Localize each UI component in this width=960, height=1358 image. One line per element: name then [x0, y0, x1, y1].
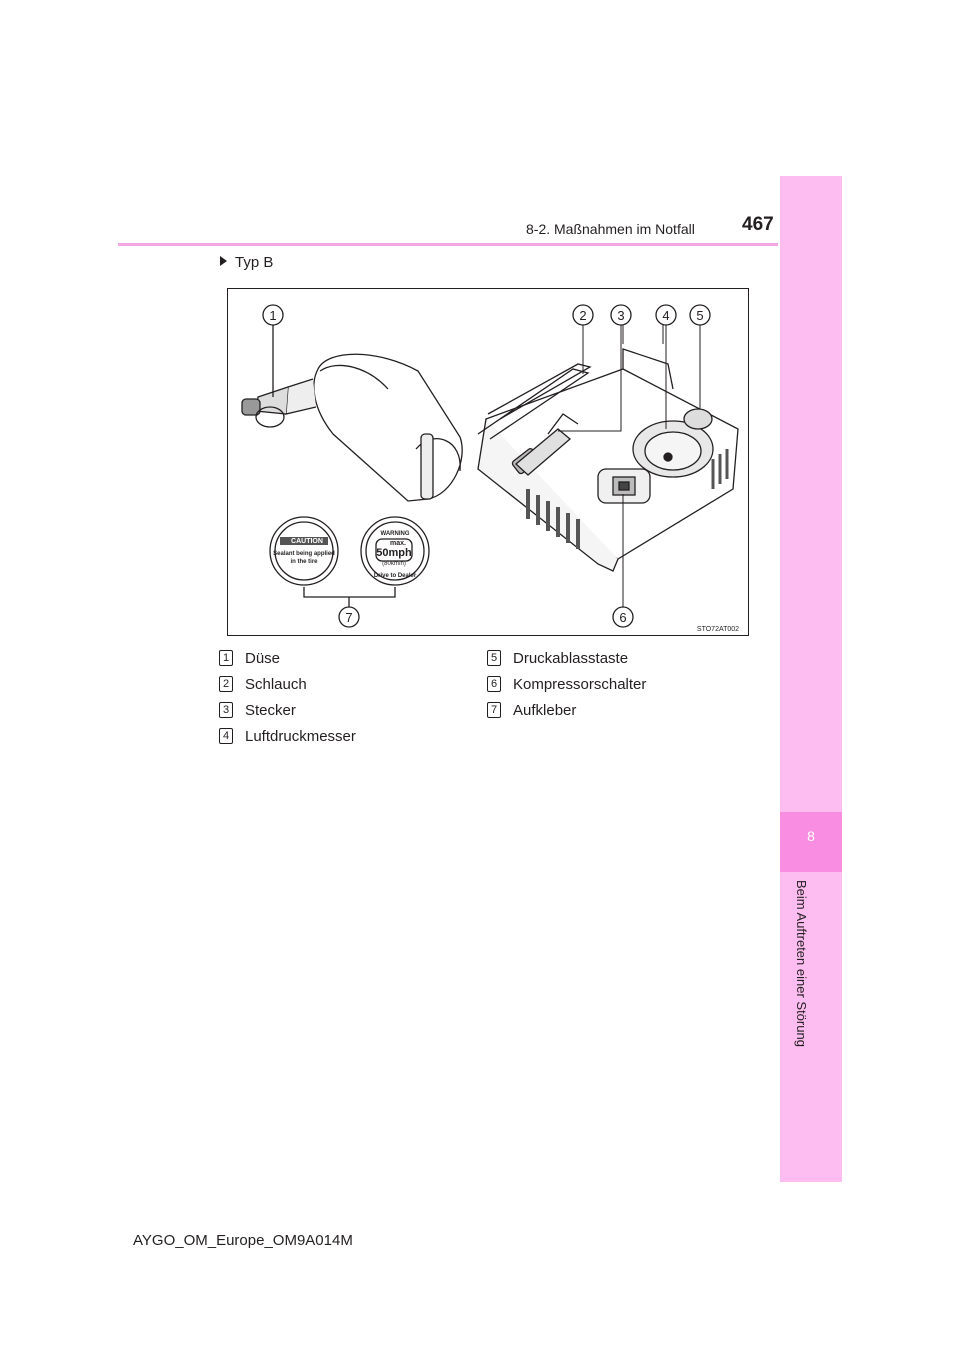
header-rule — [118, 243, 778, 246]
warning-sticker-max: max. — [390, 540, 406, 547]
header-section-title: 8-2. Maßnahmen im Notfall — [526, 221, 695, 237]
figure-code: STO72AT002 — [696, 626, 740, 633]
side-tab-chapter-title: Beim Auftreten einer Störung — [794, 880, 809, 1047]
compressor-kit-illustration — [228, 289, 750, 637]
side-tab-chapter-number: 8 — [807, 828, 815, 844]
warning-sticker-kmh: (80km/h) — [382, 561, 406, 567]
illustration-figure — [227, 288, 749, 636]
legend-label-7: Aufkleber — [513, 702, 577, 719]
legend-number-1: 1 — [219, 650, 233, 666]
legend-label-6: Kompressorschalter — [513, 676, 647, 693]
sealant-bottle-drawing — [242, 319, 462, 501]
subheading — [220, 254, 273, 271]
legend-item-6 — [487, 676, 646, 693]
callout-4: 4 — [662, 308, 670, 323]
page-number: 467 — [742, 214, 774, 235]
legend-item-4 — [219, 728, 356, 745]
legend-label-4: Luftdruckmesser — [245, 728, 356, 745]
callout-1: 1 — [269, 308, 277, 323]
callout-5: 5 — [696, 308, 704, 323]
subheading-text: Typ B — [235, 254, 274, 271]
callout-7: 7 — [345, 610, 353, 625]
legend-item-3 — [219, 702, 296, 719]
warning-sticker-speed: 50mph — [376, 547, 412, 559]
footer-document-code: AYGO_OM_Europe_OM9A014M — [133, 1232, 353, 1249]
legend-label-1: Düse — [245, 650, 281, 667]
legend-label-5: Druckablasstaste — [513, 650, 629, 667]
warning-sticker-dealer: Drive to Dealer — [373, 573, 417, 579]
callout-2: 2 — [579, 308, 587, 323]
caution-sticker-title: CAUTION — [291, 538, 323, 545]
legend-number-2: 2 — [219, 676, 233, 692]
legend-number-4: 4 — [219, 728, 233, 744]
legend-item-2 — [219, 676, 307, 693]
callout-6: 6 — [619, 610, 627, 625]
caution-sticker-line2: in the tire — [290, 559, 318, 565]
legend-number-5: 5 — [487, 650, 501, 666]
legend-label-2: Schlauch — [245, 676, 307, 693]
legend-number-6: 6 — [487, 676, 501, 692]
compressor-drawing — [478, 319, 738, 571]
legend-item-5 — [487, 650, 628, 667]
callout-3: 3 — [617, 308, 625, 323]
legend-item-1 — [219, 650, 280, 667]
legend-item-7 — [487, 702, 576, 719]
triangle-bullet-icon — [220, 256, 227, 266]
legend-number-3: 3 — [219, 702, 233, 718]
caution-sticker-line1: Sealant being applied — [273, 551, 335, 557]
legend-label-3: Stecker — [245, 702, 296, 719]
legend-number-7: 7 — [487, 702, 501, 718]
warning-sticker-title: WARNING — [380, 531, 410, 537]
